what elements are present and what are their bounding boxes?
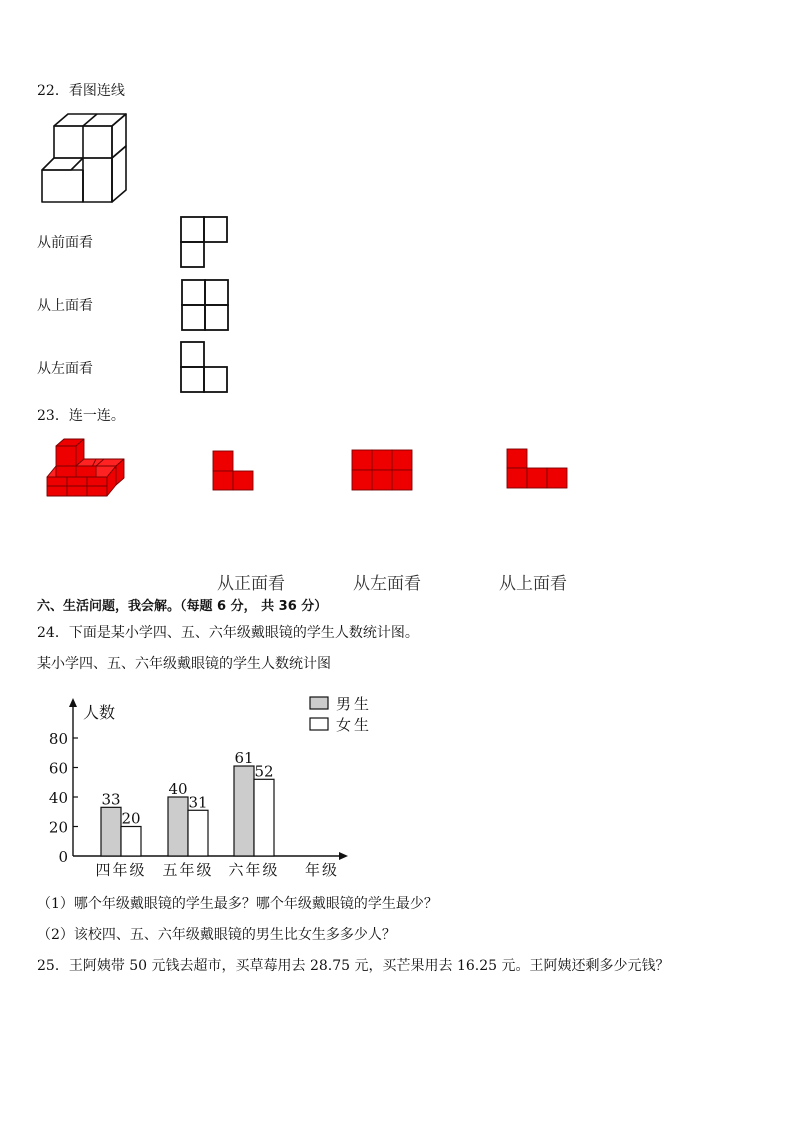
q22-view-top: 从上面看 — [37, 298, 93, 314]
y-axis-arrow — [69, 698, 77, 707]
bar-女生 — [254, 779, 274, 856]
legend-label: 男生 — [336, 695, 373, 713]
bar-男生 — [101, 807, 121, 856]
q24-chart-caption: 某小学四、五、六年级戴眼镜的学生人数统计图 — [37, 656, 331, 672]
q23-view-top: 从上面看 — [499, 574, 567, 594]
q23-red-shape-b — [351, 449, 413, 491]
q24-question-1: （1）哪个年级戴眼镜的学生最多？哪个年级戴眼镜的学生最少？ — [37, 896, 438, 912]
x-category-label: 四年级 — [95, 861, 147, 879]
section6-title: 六、生活问题，我会解。（每题 6 分， 共 36 分） — [37, 599, 328, 614]
legend-label: 女生 — [336, 716, 373, 734]
x-category-label: 六年级 — [228, 861, 280, 879]
q23-red-shape-c — [506, 448, 568, 490]
x-category-label: 五年级 — [162, 861, 214, 879]
q24-bar-chart — [30, 690, 390, 880]
bar-value-label: 52 — [254, 762, 274, 781]
legend-swatch-男生 — [310, 697, 328, 709]
y-axis-label: 人数 — [83, 703, 116, 722]
bar-男生 — [168, 797, 188, 856]
bar-女生 — [188, 810, 208, 856]
bar-value-label: 33 — [101, 790, 121, 809]
q22-view-left: 从左面看 — [37, 361, 93, 377]
bar-女生 — [121, 827, 141, 857]
bar-value-label: 31 — [188, 793, 208, 812]
q22-title: 22．看图连线 — [37, 83, 125, 99]
q22-cube-figure — [40, 112, 130, 208]
q24-intro: 24．下面是某小学四、五、六年级戴眼镜的学生人数统计图。 — [37, 625, 419, 641]
q25-question: 25．王阿姨带 50 元钱去超市，买草莓用去 28.75 元，买芒果用去 16.25 元。王阿姨还剩多少元钱？ — [37, 958, 670, 974]
x-axis-arrow — [339, 852, 348, 860]
q22-shape-b — [181, 279, 231, 333]
q23-red-shape-a — [212, 450, 256, 492]
q23-view-left: 从左面看 — [353, 574, 421, 594]
q23-red-3d-figure — [44, 438, 126, 498]
y-tick-label: 60 — [48, 759, 68, 778]
bar-value-label: 20 — [121, 809, 141, 828]
x-axis-label: 年级 — [304, 861, 340, 879]
legend-swatch-女生 — [310, 718, 328, 730]
y-tick-label: 40 — [48, 789, 68, 807]
y-tick-label: 80 — [48, 730, 68, 748]
q23-title: 23．连一连。 — [37, 408, 125, 424]
y-tick-label: 20 — [48, 818, 68, 837]
bar-value-label: 61 — [234, 749, 254, 768]
q22-shape-c — [180, 341, 230, 395]
q24-question-2: （2）该校四、五、六年级戴眼镜的男生比女生多多少人？ — [37, 927, 396, 943]
bar-value-label: 40 — [168, 780, 188, 798]
y-tick-label: 0 — [58, 848, 68, 866]
q23-view-front: 从正面看 — [217, 574, 285, 594]
q22-view-front: 从前面看 — [37, 235, 93, 251]
bar-男生 — [234, 766, 254, 856]
q22-shape-a — [180, 216, 230, 270]
